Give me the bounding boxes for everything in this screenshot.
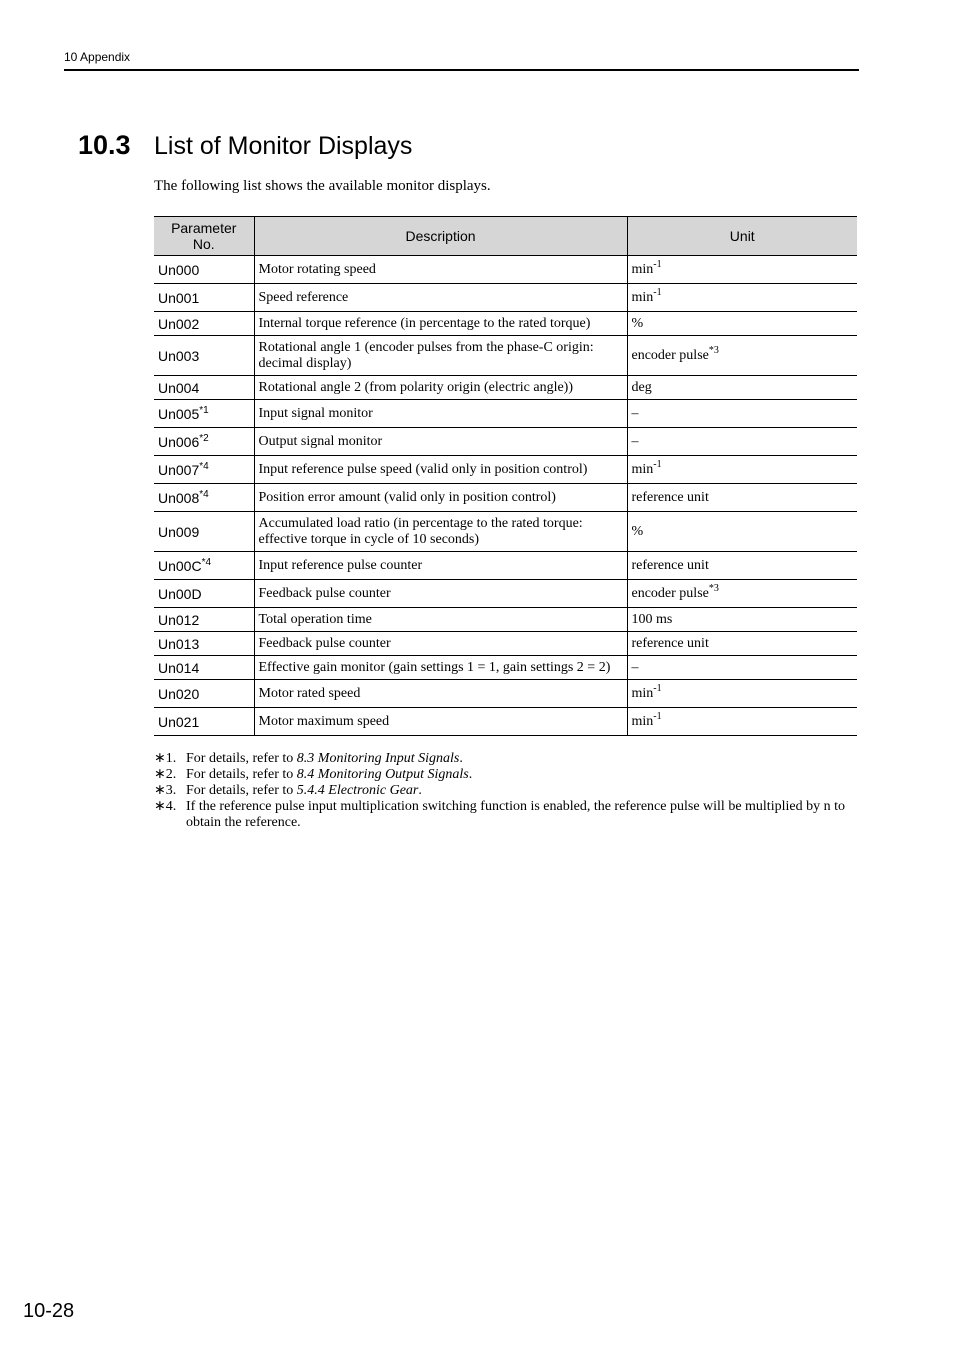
footnote-text: If the reference pulse input multiplication switching function is enabled, the reference pulse will be multiplied by n to obtain the reference.: [186, 799, 845, 830]
description-cell: Rotational angle 2 (from polarity origin (electric angle)): [254, 376, 627, 400]
param-cell: [154, 608, 254, 632]
unit-cell: [627, 336, 857, 376]
unit-cell: [627, 708, 857, 736]
param-code: Un003: [158, 347, 200, 364]
footnote-text: [186, 767, 859, 783]
footnote-mark: ∗4.: [154, 799, 177, 814]
header-unit: Unit: [627, 217, 857, 256]
unit-cell: reference unit: [627, 632, 857, 656]
param-cell: [154, 336, 254, 376]
description-line: Accumulated load ratio (in percentage to the rated torque:: [258, 515, 583, 531]
table-row: [154, 656, 857, 680]
description-line: decimal display): [258, 355, 352, 371]
description-cell: Input reference pulse counter: [254, 552, 627, 580]
param-code: Un007: [158, 461, 200, 478]
unit-cell: [627, 680, 857, 708]
param-cell: [154, 512, 254, 552]
unit-cell: [627, 256, 857, 284]
param-cell: [154, 552, 254, 580]
footnote-end: .: [418, 783, 422, 798]
footnote: [154, 799, 859, 831]
table-row: [154, 400, 857, 428]
table-row: [154, 484, 857, 512]
unit-cell: –: [627, 428, 857, 456]
description-cell: Effective gain monitor (gain settings 1 = 1, gain settings 2 = 2): [254, 656, 627, 680]
param-code: Un000: [158, 261, 200, 278]
unit-text: min: [631, 461, 654, 477]
description-cell: [254, 512, 627, 552]
unit-superscript: -1: [653, 710, 662, 722]
section-number: 10.3: [78, 130, 131, 160]
header-parameter-no: [154, 217, 254, 256]
header-description: Description: [254, 217, 627, 256]
param-code: Un00D: [158, 585, 202, 602]
unit-cell: %: [627, 312, 857, 336]
description-line: Rotational angle 1 (encoder pulses from the phase-C origin:: [258, 339, 594, 355]
table-row: [154, 580, 857, 608]
table-row: [154, 552, 857, 580]
footnote: [154, 783, 859, 799]
description-cell: Motor rotating speed: [254, 256, 627, 284]
param-code: Un004: [158, 379, 200, 396]
param-code: Un008: [158, 489, 200, 506]
table-row: [154, 376, 857, 400]
param-cell: [154, 400, 254, 428]
param-code: Un001: [158, 289, 200, 306]
param-cell: [154, 632, 254, 656]
param-cell: [154, 456, 254, 484]
unit-superscript: -1: [653, 458, 662, 470]
description-cell: Internal torque reference (in percentage to the rated torque): [254, 312, 627, 336]
footnote-end: .: [468, 767, 473, 782]
table-row: [154, 428, 857, 456]
table-row: [154, 512, 857, 552]
param-cell: [154, 428, 254, 456]
param-cell: [154, 580, 254, 608]
footnotes: [154, 751, 859, 831]
section-heading: [78, 130, 412, 161]
unit-cell: [627, 456, 857, 484]
param-cell: [154, 656, 254, 680]
table-row: [154, 336, 857, 376]
param-cell: [154, 312, 254, 336]
footnote-lead: For details, refer to: [186, 783, 297, 798]
param-code: Un012: [158, 611, 200, 628]
table-row: [154, 608, 857, 632]
footnote-reference: 8.3 Monitoring Input Signals: [296, 751, 460, 766]
monitor-display-table: [154, 216, 857, 736]
unit-text: min: [631, 261, 654, 277]
unit-cell: reference unit: [627, 552, 857, 580]
unit-cell: deg: [627, 376, 857, 400]
description-cell: Position error amount (valid only in position control): [254, 484, 627, 512]
table-row: [154, 312, 857, 336]
footnote-mark: ∗3.: [154, 783, 177, 798]
intro-text: The following list shows the available monitor displays.: [154, 178, 491, 194]
param-code: Un005: [158, 405, 200, 422]
table-row: [154, 456, 857, 484]
description-cell: Total operation time: [254, 608, 627, 632]
header-parameter-line2: No.: [192, 236, 215, 252]
param-code: Un009: [158, 523, 200, 540]
footnote: [154, 751, 859, 767]
param-cell: [154, 256, 254, 284]
table-row: [154, 632, 857, 656]
footnote-mark: ∗1.: [154, 751, 177, 766]
unit-superscript: *3: [708, 582, 719, 594]
table-row: [154, 256, 857, 284]
footnote-reference: 5.4.4 Electronic Gear: [296, 783, 419, 798]
param-code: Un014: [158, 659, 200, 676]
param-cell: [154, 284, 254, 312]
running-header: 10 Appendix: [64, 50, 131, 64]
unit-superscript: -1: [653, 286, 662, 298]
param-cell: [154, 376, 254, 400]
unit-cell: 100 ms: [627, 608, 857, 632]
unit-cell: –: [627, 400, 857, 428]
description-cell: Feedback pulse counter: [254, 632, 627, 656]
unit-text: min: [631, 289, 654, 305]
param-footnote-ref: *1: [199, 404, 209, 416]
footnote-text: [186, 751, 859, 767]
param-code: Un006: [158, 433, 200, 450]
unit-text: encoder pulse: [631, 347, 709, 363]
param-footnote-ref: *4: [199, 488, 209, 500]
footnote-end: .: [459, 751, 463, 766]
unit-cell: reference unit: [627, 484, 857, 512]
unit-cell: –: [627, 656, 857, 680]
footnote-lead: For details, refer to: [186, 751, 297, 766]
description-line: effective torque in cycle of 10 seconds): [258, 531, 480, 547]
param-code: Un002: [158, 315, 200, 332]
header-parameter-line1: Parameter: [171, 220, 237, 236]
footnote-mark: ∗2.: [154, 767, 177, 782]
footnote-lead: For details, refer to: [186, 767, 297, 782]
param-footnote-ref: *4: [199, 460, 209, 472]
table-row: [154, 708, 857, 736]
footnote-reference: 8.4 Monitoring Output Signals: [296, 767, 469, 782]
description-cell: Input reference pulse speed (valid only in position control): [254, 456, 627, 484]
param-code: Un020: [158, 685, 200, 702]
description-cell: [254, 336, 627, 376]
param-cell: [154, 484, 254, 512]
table-row: [154, 680, 857, 708]
param-code: Un013: [158, 635, 200, 652]
unit-text: encoder pulse: [631, 585, 709, 601]
unit-superscript: -1: [653, 682, 662, 694]
description-cell: Speed reference: [254, 284, 627, 312]
unit-cell: [627, 580, 857, 608]
unit-superscript: -1: [653, 258, 662, 270]
footnote-text: [186, 783, 859, 799]
description-cell: Input signal monitor: [254, 400, 627, 428]
section-title: List of Monitor Displays: [154, 132, 413, 160]
unit-text: min: [631, 713, 654, 729]
description-cell: Motor maximum speed: [254, 708, 627, 736]
page-number: 10-28: [23, 1300, 75, 1322]
table-row: [154, 284, 857, 312]
header-rule: [64, 69, 859, 71]
description-cell: Motor rated speed: [254, 680, 627, 708]
param-cell: [154, 708, 254, 736]
param-footnote-ref: *2: [199, 432, 209, 444]
unit-text: min: [631, 685, 654, 701]
unit-cell: %: [627, 512, 857, 552]
param-code: Un00C: [158, 557, 202, 574]
param-cell: [154, 680, 254, 708]
description-cell: Feedback pulse counter: [254, 580, 627, 608]
footnote: [154, 767, 859, 783]
param-code: Un021: [158, 713, 200, 730]
unit-superscript: *3: [708, 344, 719, 356]
param-footnote-ref: *4: [201, 556, 212, 568]
unit-cell: [627, 284, 857, 312]
description-cell: Output signal monitor: [254, 428, 627, 456]
table-header-row: [154, 217, 857, 256]
